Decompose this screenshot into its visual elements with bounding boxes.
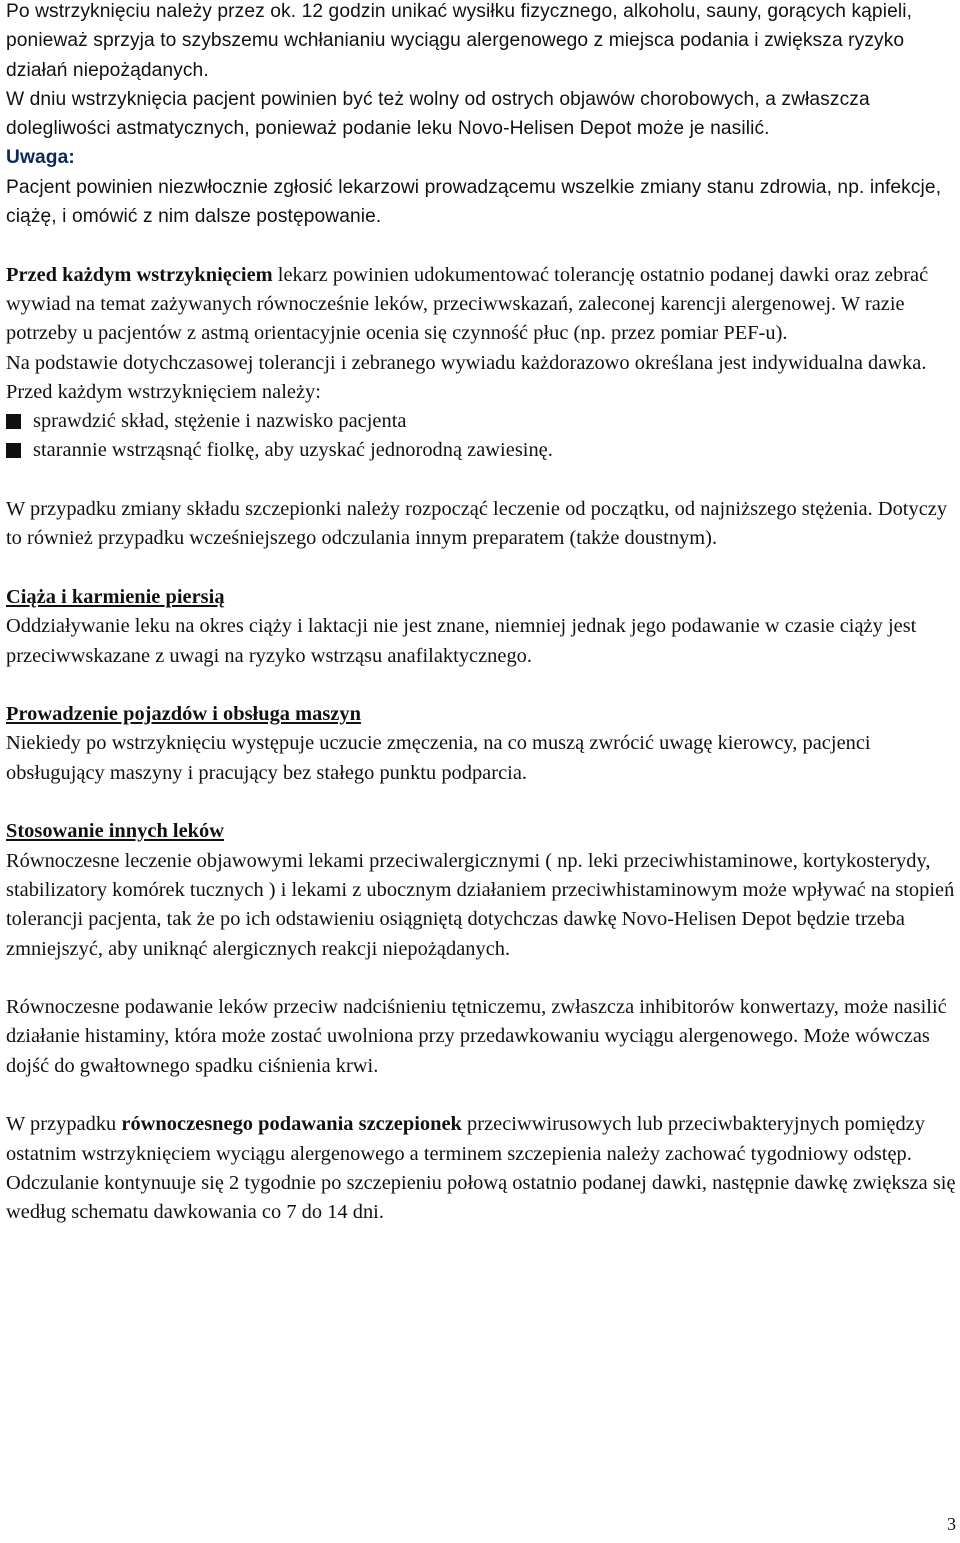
section-driving bbox=[6, 700, 956, 788]
section-pregnancy bbox=[6, 583, 956, 671]
page-number: 3 bbox=[947, 1514, 956, 1534]
spacer bbox=[6, 554, 956, 583]
paragraph-injection-day: W dniu wstrzyknięcia pacjent powinien być też wolny od ostrych objawów chorobowych, a zwłaszcza dolegliwości astmatycznych, ponieważ podanie leku Novo-Helisen Depot może je nasilić. bbox=[6, 88, 870, 140]
list-item bbox=[6, 436, 956, 465]
spacer bbox=[6, 788, 956, 817]
list-item bbox=[6, 407, 956, 436]
spacer bbox=[6, 231, 956, 260]
document-page bbox=[6, 0, 956, 1227]
section-composition-change bbox=[6, 495, 956, 554]
paragraph-checklist-intro: Przed każdym wstrzyknięciem należy: bbox=[6, 380, 321, 403]
paragraph-other-drugs: Równoczesne leczenie objawowymi lekami przeciwalergicznymi ( np. leki przeciwhistaminowe, kortykosterydy, stabilizatory komórek tucznych ) i lekami z ubocznym działaniem przeciwhistaminowym może wpływać na stopień tolerancji pacjenta, tak że po ich odstawieniu osiągniętą dotychczas dawkę Novo-Helisen Depot będzie trzeba zmniejszyć, aby uniknąć alergicznych reakcji niepożądanych. bbox=[6, 849, 955, 960]
paragraph-pregnancy: Oddziaływanie leku na okres ciąży i laktacji nie jest znane, niemniej jednak jego podawanie w czasie ciąży jest przeciwwskazane z uwagi na ryzyko wstrząsu anafilaktycznego. bbox=[6, 615, 917, 667]
spacer bbox=[6, 466, 956, 495]
square-bullet-icon bbox=[6, 414, 21, 429]
section-other-drugs bbox=[6, 817, 956, 1227]
paragraph-composition-change: W przypadku zmiany składu szczepionki należy rozpocząć leczenie od początku, od najniższego stężenia. Dotyczy to również przypadku wcześniejszego odczulania innym preparatem (także doustnym). bbox=[6, 498, 948, 550]
spacer bbox=[6, 1081, 956, 1110]
heading-other-drugs: Stosowanie innych leków bbox=[6, 820, 224, 843]
paragraph-vaccines bbox=[6, 1110, 956, 1227]
section-before-injection bbox=[6, 261, 956, 466]
note-label: Uwaga: bbox=[6, 147, 75, 169]
paragraph-driving: Niekiedy po wstrzyknięciu występuje uczucie zmęczenia, na co muszą zwrócić uwagę kierowcy, pacjenci obsługujący maszyny i pracujący bez stałego punktu podparcia. bbox=[6, 732, 871, 784]
heading-driving: Prowadzenie pojazdów i obsługa maszyn bbox=[6, 703, 361, 726]
vaccines-text-pre: W przypadku bbox=[6, 1113, 122, 1136]
paragraph-antihypertensives: Równoczesne podawanie leków przeciw nadciśnieniu tętniczemu, zwłaszcza inhibitorów konwertazy, może nasilić działanie histaminy, która może zostać uwolniona przy przedawkowaniu wyciągu alergenowego. Może wówczas dojść do gwałtownego spadku ciśnienia krwi. bbox=[6, 996, 947, 1077]
vaccines-emphasis: równoczesnego podawania szczepionek bbox=[121, 1113, 462, 1136]
list-item-text: sprawdzić skład, stężenie i nazwisko pacjenta bbox=[33, 410, 407, 433]
paragraph-dose-basis: Na podstawie dotychczasowej tolerancji i zebranego wywiadu każdorazowo określana jest indywidualna dawka. bbox=[6, 351, 927, 374]
checklist bbox=[6, 407, 956, 466]
paragraph-note: Pacjent powinien niezwłocznie zgłosić lekarzowi prowadzącemu wszelkie zmiany stanu zdrowia, np. infekcje, ciążę, i omówić z nim dalsze postępowanie. bbox=[6, 176, 942, 228]
before-injection-emphasis: Przed każdym wstrzyknięciem bbox=[6, 263, 273, 286]
section-post-injection bbox=[6, 0, 956, 231]
paragraph-before-injection bbox=[6, 261, 956, 349]
paragraph-post-injection: Po wstrzyknięciu należy przez ok. 12 godzin unikać wysiłku fizycznego, alkoholu, sauny, gorących kąpieli, ponieważ sprzyja to szybszemu wchłanianiu wyciągu alergenowego z miejsca podania i zwiększa ryzyko działań niepożądanych. bbox=[6, 1, 912, 81]
spacer bbox=[6, 671, 956, 700]
vaccines-text: przeciwwirusowych lub przeciwbakteryjnych pomiędzy ostatnim wstrzyknięciem wyciągu alergenowego a terminem szczepienia należy zachować tygodniowy odstęp. Odczulanie kontynuuje się 2 tygodnie po szczepieniu połową ostatnio podanej dawki, następnie dawkę zwiększa się według schematu dawkowania co 7 do 14 dni. bbox=[6, 1113, 956, 1224]
heading-pregnancy: Ciąża i karmienie piersią bbox=[6, 585, 225, 608]
spacer bbox=[6, 964, 956, 993]
square-bullet-icon bbox=[6, 443, 21, 458]
list-item-text: starannie wstrząsnąć fiolkę, aby uzyskać jednorodną zawiesinę. bbox=[33, 439, 553, 462]
before-injection-text: lekarz powinien udokumentować tolerancję ostatnio podanej dawki oraz zebrać wywiad na temat zażywanych równocześnie leków, przeciwwskazań, zaleconej karencji alergenowej. W razie potrzeby u pacjentów z astmą orientacyjnie ocenia się czynność płuc (np. przez pomiar PEF-u). bbox=[6, 263, 929, 345]
